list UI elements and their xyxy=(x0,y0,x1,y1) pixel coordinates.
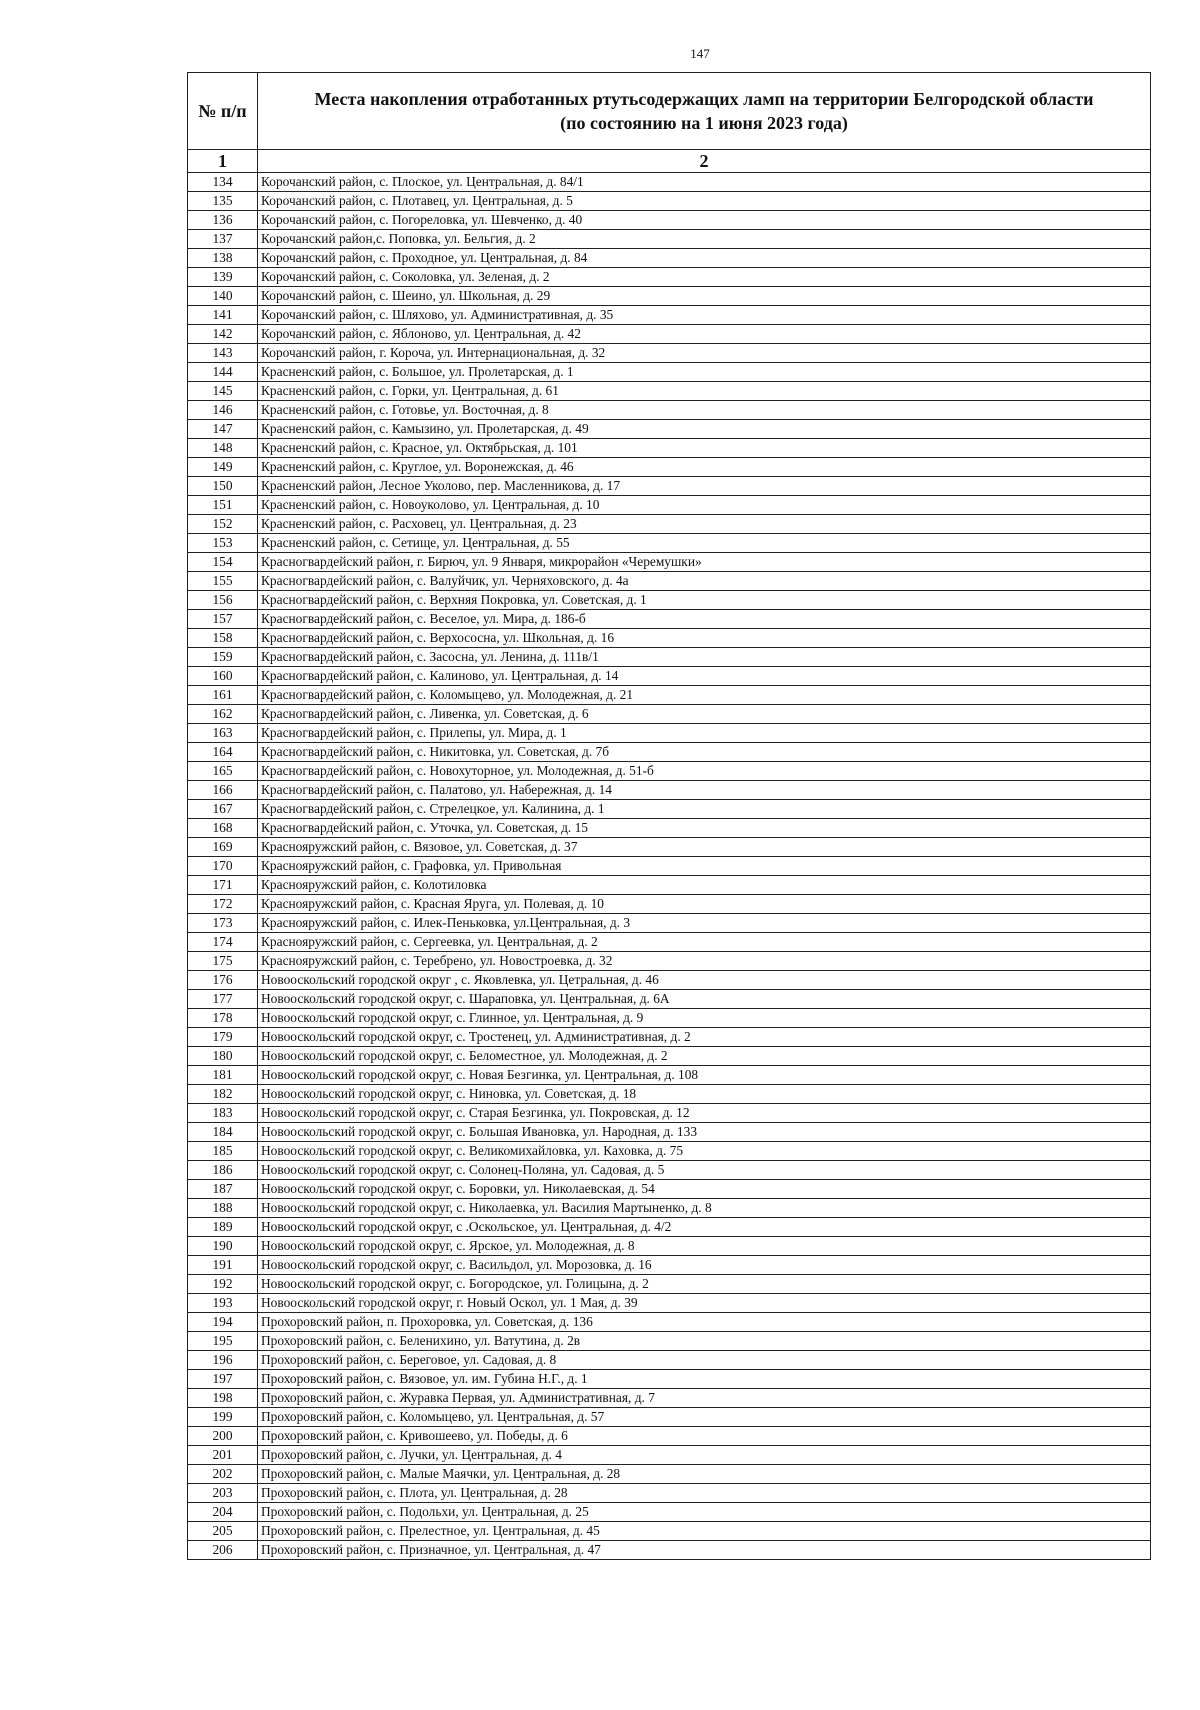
row-location: Новооскольский городской округ, с. Шараповка, ул. Центральная, д. 6А xyxy=(258,990,1151,1009)
row-number: 136 xyxy=(188,211,258,230)
row-location: Красногвардейский район, г. Бирюч, ул. 9 Января, микрорайон «Черемушки» xyxy=(258,553,1151,572)
table-row xyxy=(188,819,1151,838)
row-number: 143 xyxy=(188,344,258,363)
table-row xyxy=(188,1085,1151,1104)
table-row xyxy=(188,515,1151,534)
row-number: 152 xyxy=(188,515,258,534)
table-row xyxy=(188,1066,1151,1085)
row-number: 194 xyxy=(188,1313,258,1332)
row-number: 162 xyxy=(188,705,258,724)
row-number: 145 xyxy=(188,382,258,401)
table-row xyxy=(188,534,1151,553)
row-location: Новооскольский городской округ, с. Ниновка, ул. Советская, д. 18 xyxy=(258,1085,1151,1104)
table-row xyxy=(188,724,1151,743)
row-number: 205 xyxy=(188,1522,258,1541)
row-location: Корочанский район, г. Короча, ул. Интернациональная, д. 32 xyxy=(258,344,1151,363)
table-row xyxy=(188,306,1151,325)
table-row xyxy=(188,895,1151,914)
table-row xyxy=(188,572,1151,591)
row-location: Красногвардейский район, с. Веселое, ул. Мира, д. 186-б xyxy=(258,610,1151,629)
row-number: 164 xyxy=(188,743,258,762)
row-number: 151 xyxy=(188,496,258,515)
row-number: 184 xyxy=(188,1123,258,1142)
row-location: Новооскольский городской округ, с. Новая Безгинка, ул. Центральная, д. 108 xyxy=(258,1066,1151,1085)
row-location: Красненский район, с. Камызино, ул. Пролетарская, д. 49 xyxy=(258,420,1151,439)
column-index-row xyxy=(188,150,1151,173)
row-number: 168 xyxy=(188,819,258,838)
row-location: Прохоровский район, с. Прелестное, ул. Центральная, д. 45 xyxy=(258,1522,1151,1541)
table-row xyxy=(188,1427,1151,1446)
table-row xyxy=(188,1503,1151,1522)
row-location: Красногвардейский район, с. Калиново, ул. Центральная, д. 14 xyxy=(258,667,1151,686)
table-row xyxy=(188,344,1151,363)
table-row xyxy=(188,971,1151,990)
table-row xyxy=(188,1370,1151,1389)
row-number: 199 xyxy=(188,1408,258,1427)
row-number: 167 xyxy=(188,800,258,819)
table-row xyxy=(188,591,1151,610)
row-location: Красненский район, с. Готовье, ул. Восточная, д. 8 xyxy=(258,401,1151,420)
table-row xyxy=(188,1104,1151,1123)
table-row xyxy=(188,686,1151,705)
row-number: 182 xyxy=(188,1085,258,1104)
table-body xyxy=(188,173,1151,1560)
row-number: 201 xyxy=(188,1446,258,1465)
row-number: 157 xyxy=(188,610,258,629)
row-number: 149 xyxy=(188,458,258,477)
row-location: Новооскольский городской округ, с. Ярское, ул. Молодежная, д. 8 xyxy=(258,1237,1151,1256)
row-number: 160 xyxy=(188,667,258,686)
row-number: 203 xyxy=(188,1484,258,1503)
table-row xyxy=(188,629,1151,648)
row-number: 155 xyxy=(188,572,258,591)
table-row xyxy=(188,838,1151,857)
table-row xyxy=(188,230,1151,249)
row-number: 135 xyxy=(188,192,258,211)
row-location: Красногвардейский район, с. Коломыцево, ул. Молодежная, д. 21 xyxy=(258,686,1151,705)
row-location: Красненский район, с. Красное, ул. Октябрьская, д. 101 xyxy=(258,439,1151,458)
row-number: 189 xyxy=(188,1218,258,1237)
table-row xyxy=(188,1047,1151,1066)
table-row xyxy=(188,363,1151,382)
table-row xyxy=(188,800,1151,819)
table-row xyxy=(188,667,1151,686)
row-location: Прохоровский район, с. Вязовое, ул. им. Губина Н.Г., д. 1 xyxy=(258,1370,1151,1389)
row-number: 196 xyxy=(188,1351,258,1370)
row-location: Корочанский район, с. Плотавец, ул. Центральная, д. 5 xyxy=(258,192,1151,211)
table-row xyxy=(188,914,1151,933)
table-row xyxy=(188,1009,1151,1028)
row-number: 206 xyxy=(188,1541,258,1560)
table-row xyxy=(188,401,1151,420)
row-location: Новооскольский городской округ, с. Старая Безгинка, ул. Покровская, д. 12 xyxy=(258,1104,1151,1123)
table-row xyxy=(188,705,1151,724)
row-location: Прохоровский район, с. Коломыцево, ул. Центральная, д. 57 xyxy=(258,1408,1151,1427)
row-number: 195 xyxy=(188,1332,258,1351)
row-location: Краснояружский район, с. Илек-Пеньковка, ул.Центральная, д. 3 xyxy=(258,914,1151,933)
row-location: Корочанский район, с. Погореловка, ул. Шевченко, д. 40 xyxy=(258,211,1151,230)
row-number: 177 xyxy=(188,990,258,1009)
row-number: 190 xyxy=(188,1237,258,1256)
table-row xyxy=(188,1294,1151,1313)
row-location: Красногвардейский район, с. Никитовка, ул. Советская, д. 7б xyxy=(258,743,1151,762)
row-location: Красногвардейский район, с. Верхняя Покровка, ул. Советская, д. 1 xyxy=(258,591,1151,610)
table-row xyxy=(188,1123,1151,1142)
row-number: 181 xyxy=(188,1066,258,1085)
row-location: Красненский район, Лесное Уколово, пер. Масленникова, д. 17 xyxy=(258,477,1151,496)
row-location: Корочанский район, с. Яблоново, ул. Центральная, д. 42 xyxy=(258,325,1151,344)
column-index-2: 2 xyxy=(258,150,1151,173)
row-location: Корочанский район, с. Соколовка, ул. Зеленая, д. 2 xyxy=(258,268,1151,287)
table-row xyxy=(188,857,1151,876)
row-location: Красногвардейский район, с. Новохуторное, ул. Молодежная, д. 51-б xyxy=(258,762,1151,781)
row-location: Прохоровский район, с. Беленихино, ул. Ватутина, д. 2в xyxy=(258,1332,1151,1351)
table-row xyxy=(188,1142,1151,1161)
table-row xyxy=(188,382,1151,401)
row-number: 170 xyxy=(188,857,258,876)
row-number: 159 xyxy=(188,648,258,667)
header-title-line2: (по состоянию на 1 июня 2023 года) xyxy=(560,113,848,133)
table-row xyxy=(188,1161,1151,1180)
row-location: Краснояружский район, с. Теребрено, ул. Новостроевка, д. 32 xyxy=(258,952,1151,971)
row-number: 141 xyxy=(188,306,258,325)
row-number: 163 xyxy=(188,724,258,743)
table-row xyxy=(188,458,1151,477)
table-row xyxy=(188,1332,1151,1351)
row-number: 150 xyxy=(188,477,258,496)
row-location: Новооскольский городской округ, с. Солонец-Поляна, ул. Садовая, д. 5 xyxy=(258,1161,1151,1180)
table-row xyxy=(188,1180,1151,1199)
table-row xyxy=(188,952,1151,971)
row-location: Прохоровский район, с. Лучки, ул. Центральная, д. 4 xyxy=(258,1446,1151,1465)
table-row xyxy=(188,325,1151,344)
header-title-cell xyxy=(258,73,1151,150)
table-row xyxy=(188,876,1151,895)
table-row xyxy=(188,781,1151,800)
row-location: Новооскольский городской округ, с. Глинное, ул. Центральная, д. 9 xyxy=(258,1009,1151,1028)
row-number: 175 xyxy=(188,952,258,971)
row-number: 139 xyxy=(188,268,258,287)
table-row xyxy=(188,1465,1151,1484)
table-row xyxy=(188,648,1151,667)
row-location: Новооскольский городской округ, с. Большая Ивановка, ул. Народная, д. 133 xyxy=(258,1123,1151,1142)
table-row xyxy=(188,1389,1151,1408)
row-location: Красногвардейский район, с. Ливенка, ул. Советская, д. 6 xyxy=(258,705,1151,724)
row-location: Красненский район, с. Расховец, ул. Центральная, д. 23 xyxy=(258,515,1151,534)
table-row xyxy=(188,1351,1151,1370)
row-location: Корочанский район,с. Поповка, ул. Бельгия, д. 2 xyxy=(258,230,1151,249)
table-row xyxy=(188,1218,1151,1237)
row-number: 179 xyxy=(188,1028,258,1047)
row-number: 200 xyxy=(188,1427,258,1446)
row-number: 186 xyxy=(188,1161,258,1180)
row-location: Корочанский район, с. Шеино, ул. Школьная, д. 29 xyxy=(258,287,1151,306)
row-location: Новооскольский городской округ, с. Васильдол, ул. Морозовка, д. 16 xyxy=(258,1256,1151,1275)
row-location: Краснояружский район, с. Графовка, ул. Привольная xyxy=(258,857,1151,876)
row-number: 161 xyxy=(188,686,258,705)
row-location: Прохоровский район, с. Береговое, ул. Садовая, д. 8 xyxy=(258,1351,1151,1370)
row-location: Новооскольский городской округ, с. Великомихайловка, ул. Каховка, д. 75 xyxy=(258,1142,1151,1161)
column-index-1: 1 xyxy=(188,150,258,173)
row-number: 197 xyxy=(188,1370,258,1389)
row-number: 188 xyxy=(188,1199,258,1218)
row-location: Новооскольский городской округ, г. Новый Оскол, ул. 1 Мая, д. 39 xyxy=(258,1294,1151,1313)
row-number: 198 xyxy=(188,1389,258,1408)
row-location: Красненский район, с. Большое, ул. Пролетарская, д. 1 xyxy=(258,363,1151,382)
row-number: 193 xyxy=(188,1294,258,1313)
row-location: Прохоровский район, п. Прохоровка, ул. Советская, д. 136 xyxy=(258,1313,1151,1332)
row-number: 142 xyxy=(188,325,258,344)
header-number-column: № п/п xyxy=(188,73,258,150)
row-number: 166 xyxy=(188,781,258,800)
row-number: 144 xyxy=(188,363,258,382)
row-number: 146 xyxy=(188,401,258,420)
row-location: Новооскольский городской округ, с. Богородское, ул. Голицына, д. 2 xyxy=(258,1275,1151,1294)
table-row xyxy=(188,743,1151,762)
row-location: Новооскольский городской округ , с. Яковлевка, ул. Цетральная, д. 46 xyxy=(258,971,1151,990)
table-row xyxy=(188,477,1151,496)
row-location: Корочанский район, с. Проходное, ул. Центральная, д. 84 xyxy=(258,249,1151,268)
row-location: Новооскольский городской округ, с. Николаевка, ул. Василия Мартыненко, д. 8 xyxy=(258,1199,1151,1218)
row-number: 187 xyxy=(188,1180,258,1199)
row-number: 202 xyxy=(188,1465,258,1484)
table-row xyxy=(188,1313,1151,1332)
row-location: Прохоровский район, с. Плота, ул. Центральная, д. 28 xyxy=(258,1484,1151,1503)
row-number: 158 xyxy=(188,629,258,648)
row-location: Красногвардейский район, с. Палатово, ул. Набережная, д. 14 xyxy=(258,781,1151,800)
table-row xyxy=(188,1541,1151,1560)
page-number: 147 xyxy=(690,46,710,61)
row-location: Прохоровский район, с. Журавка Первая, ул. Административная, д. 7 xyxy=(258,1389,1151,1408)
row-number: 174 xyxy=(188,933,258,952)
table-row xyxy=(188,439,1151,458)
table-row xyxy=(188,268,1151,287)
table-row xyxy=(188,1237,1151,1256)
row-location: Красногвардейский район, с. Прилепы, ул. Мира, д. 1 xyxy=(258,724,1151,743)
table-row xyxy=(188,1484,1151,1503)
row-location: Новооскольский городской округ, с. Тростенец, ул. Административная, д. 2 xyxy=(258,1028,1151,1047)
row-number: 192 xyxy=(188,1275,258,1294)
row-number: 169 xyxy=(188,838,258,857)
row-number: 165 xyxy=(188,762,258,781)
table-row xyxy=(188,1028,1151,1047)
table-row xyxy=(188,990,1151,1009)
table-row xyxy=(188,553,1151,572)
row-location: Прохоровский район, с. Подольхи, ул. Центральная, д. 25 xyxy=(258,1503,1151,1522)
document-sheet xyxy=(187,72,1150,1560)
row-number: 173 xyxy=(188,914,258,933)
row-location: Красногвардейский район, с. Верхососна, ул. Школьная, д. 16 xyxy=(258,629,1151,648)
row-number: 147 xyxy=(188,420,258,439)
table-row xyxy=(188,173,1151,192)
table-row xyxy=(188,610,1151,629)
row-number: 154 xyxy=(188,553,258,572)
table-row xyxy=(188,1275,1151,1294)
table-row xyxy=(188,933,1151,952)
row-location: Новооскольский городской округ, с. Беломестное, ул. Молодежная, д. 2 xyxy=(258,1047,1151,1066)
row-number: 172 xyxy=(188,895,258,914)
row-number: 156 xyxy=(188,591,258,610)
row-number: 137 xyxy=(188,230,258,249)
table-row xyxy=(188,211,1151,230)
row-location: Красненский район, с. Новоуколово, ул. Центральная, д. 10 xyxy=(258,496,1151,515)
row-location: Краснояружский район, с. Красная Яруга, ул. Полевая, д. 10 xyxy=(258,895,1151,914)
row-location: Новооскольский городской округ, с .Оскольское, ул. Центральная, д. 4/2 xyxy=(258,1218,1151,1237)
table-row xyxy=(188,496,1151,515)
header-title-line1: Места накопления отработанных ртутьсодержащих ламп на территории Белгородской области xyxy=(314,89,1094,109)
row-location: Новооскольский городской округ, с. Боровки, ул. Николаевская, д. 54 xyxy=(258,1180,1151,1199)
table-row xyxy=(188,1199,1151,1218)
row-number: 178 xyxy=(188,1009,258,1028)
row-location: Краснояружский район, с. Колотиловка xyxy=(258,876,1151,895)
table-row xyxy=(188,192,1151,211)
row-location: Красногвардейский район, с. Уточка, ул. Советская, д. 15 xyxy=(258,819,1151,838)
row-number: 204 xyxy=(188,1503,258,1522)
table-row xyxy=(188,287,1151,306)
row-location: Корочанский район, с. Плоское, ул. Центральная, д. 84/1 xyxy=(258,173,1151,192)
row-number: 176 xyxy=(188,971,258,990)
row-location: Прохоровский район, с. Малые Маячки, ул. Центральная, д. 28 xyxy=(258,1465,1151,1484)
table-row xyxy=(188,1408,1151,1427)
row-number: 183 xyxy=(188,1104,258,1123)
table-row xyxy=(188,1256,1151,1275)
row-number: 191 xyxy=(188,1256,258,1275)
row-location: Красненский район, с. Круглое, ул. Воронежская, д. 46 xyxy=(258,458,1151,477)
row-number: 171 xyxy=(188,876,258,895)
row-number: 134 xyxy=(188,173,258,192)
table-row xyxy=(188,420,1151,439)
row-location: Прохоровский район, с. Кривошеево, ул. Победы, д. 6 xyxy=(258,1427,1151,1446)
row-number: 148 xyxy=(188,439,258,458)
table-header-row xyxy=(188,73,1151,150)
row-location: Красненский район, с. Сетище, ул. Центральная, д. 55 xyxy=(258,534,1151,553)
table-row xyxy=(188,249,1151,268)
row-location: Краснояружский район, с. Вязовое, ул. Советская, д. 37 xyxy=(258,838,1151,857)
row-location: Прохоровский район, с. Призначное, ул. Центральная, д. 47 xyxy=(258,1541,1151,1560)
row-location: Краснояружский район, с. Сергеевка, ул. Центральная, д. 2 xyxy=(258,933,1151,952)
row-location: Красногвардейский район, с. Валуйчик, ул. Черняховского, д. 4а xyxy=(258,572,1151,591)
table-row xyxy=(188,762,1151,781)
table-row xyxy=(188,1446,1151,1465)
row-location: Красногвардейский район, с. Стрелецкое, ул. Калинина, д. 1 xyxy=(258,800,1151,819)
row-number: 185 xyxy=(188,1142,258,1161)
row-location: Красненский район, с. Горки, ул. Центральная, д. 61 xyxy=(258,382,1151,401)
row-number: 138 xyxy=(188,249,258,268)
locations-table xyxy=(187,72,1151,1560)
row-number: 153 xyxy=(188,534,258,553)
row-number: 140 xyxy=(188,287,258,306)
row-number: 180 xyxy=(188,1047,258,1066)
row-location: Корочанский район, с. Шляхово, ул. Административная, д. 35 xyxy=(258,306,1151,325)
table-row xyxy=(188,1522,1151,1541)
row-location: Красногвардейский район, с. Засосна, ул. Ленина, д. 111в/1 xyxy=(258,648,1151,667)
